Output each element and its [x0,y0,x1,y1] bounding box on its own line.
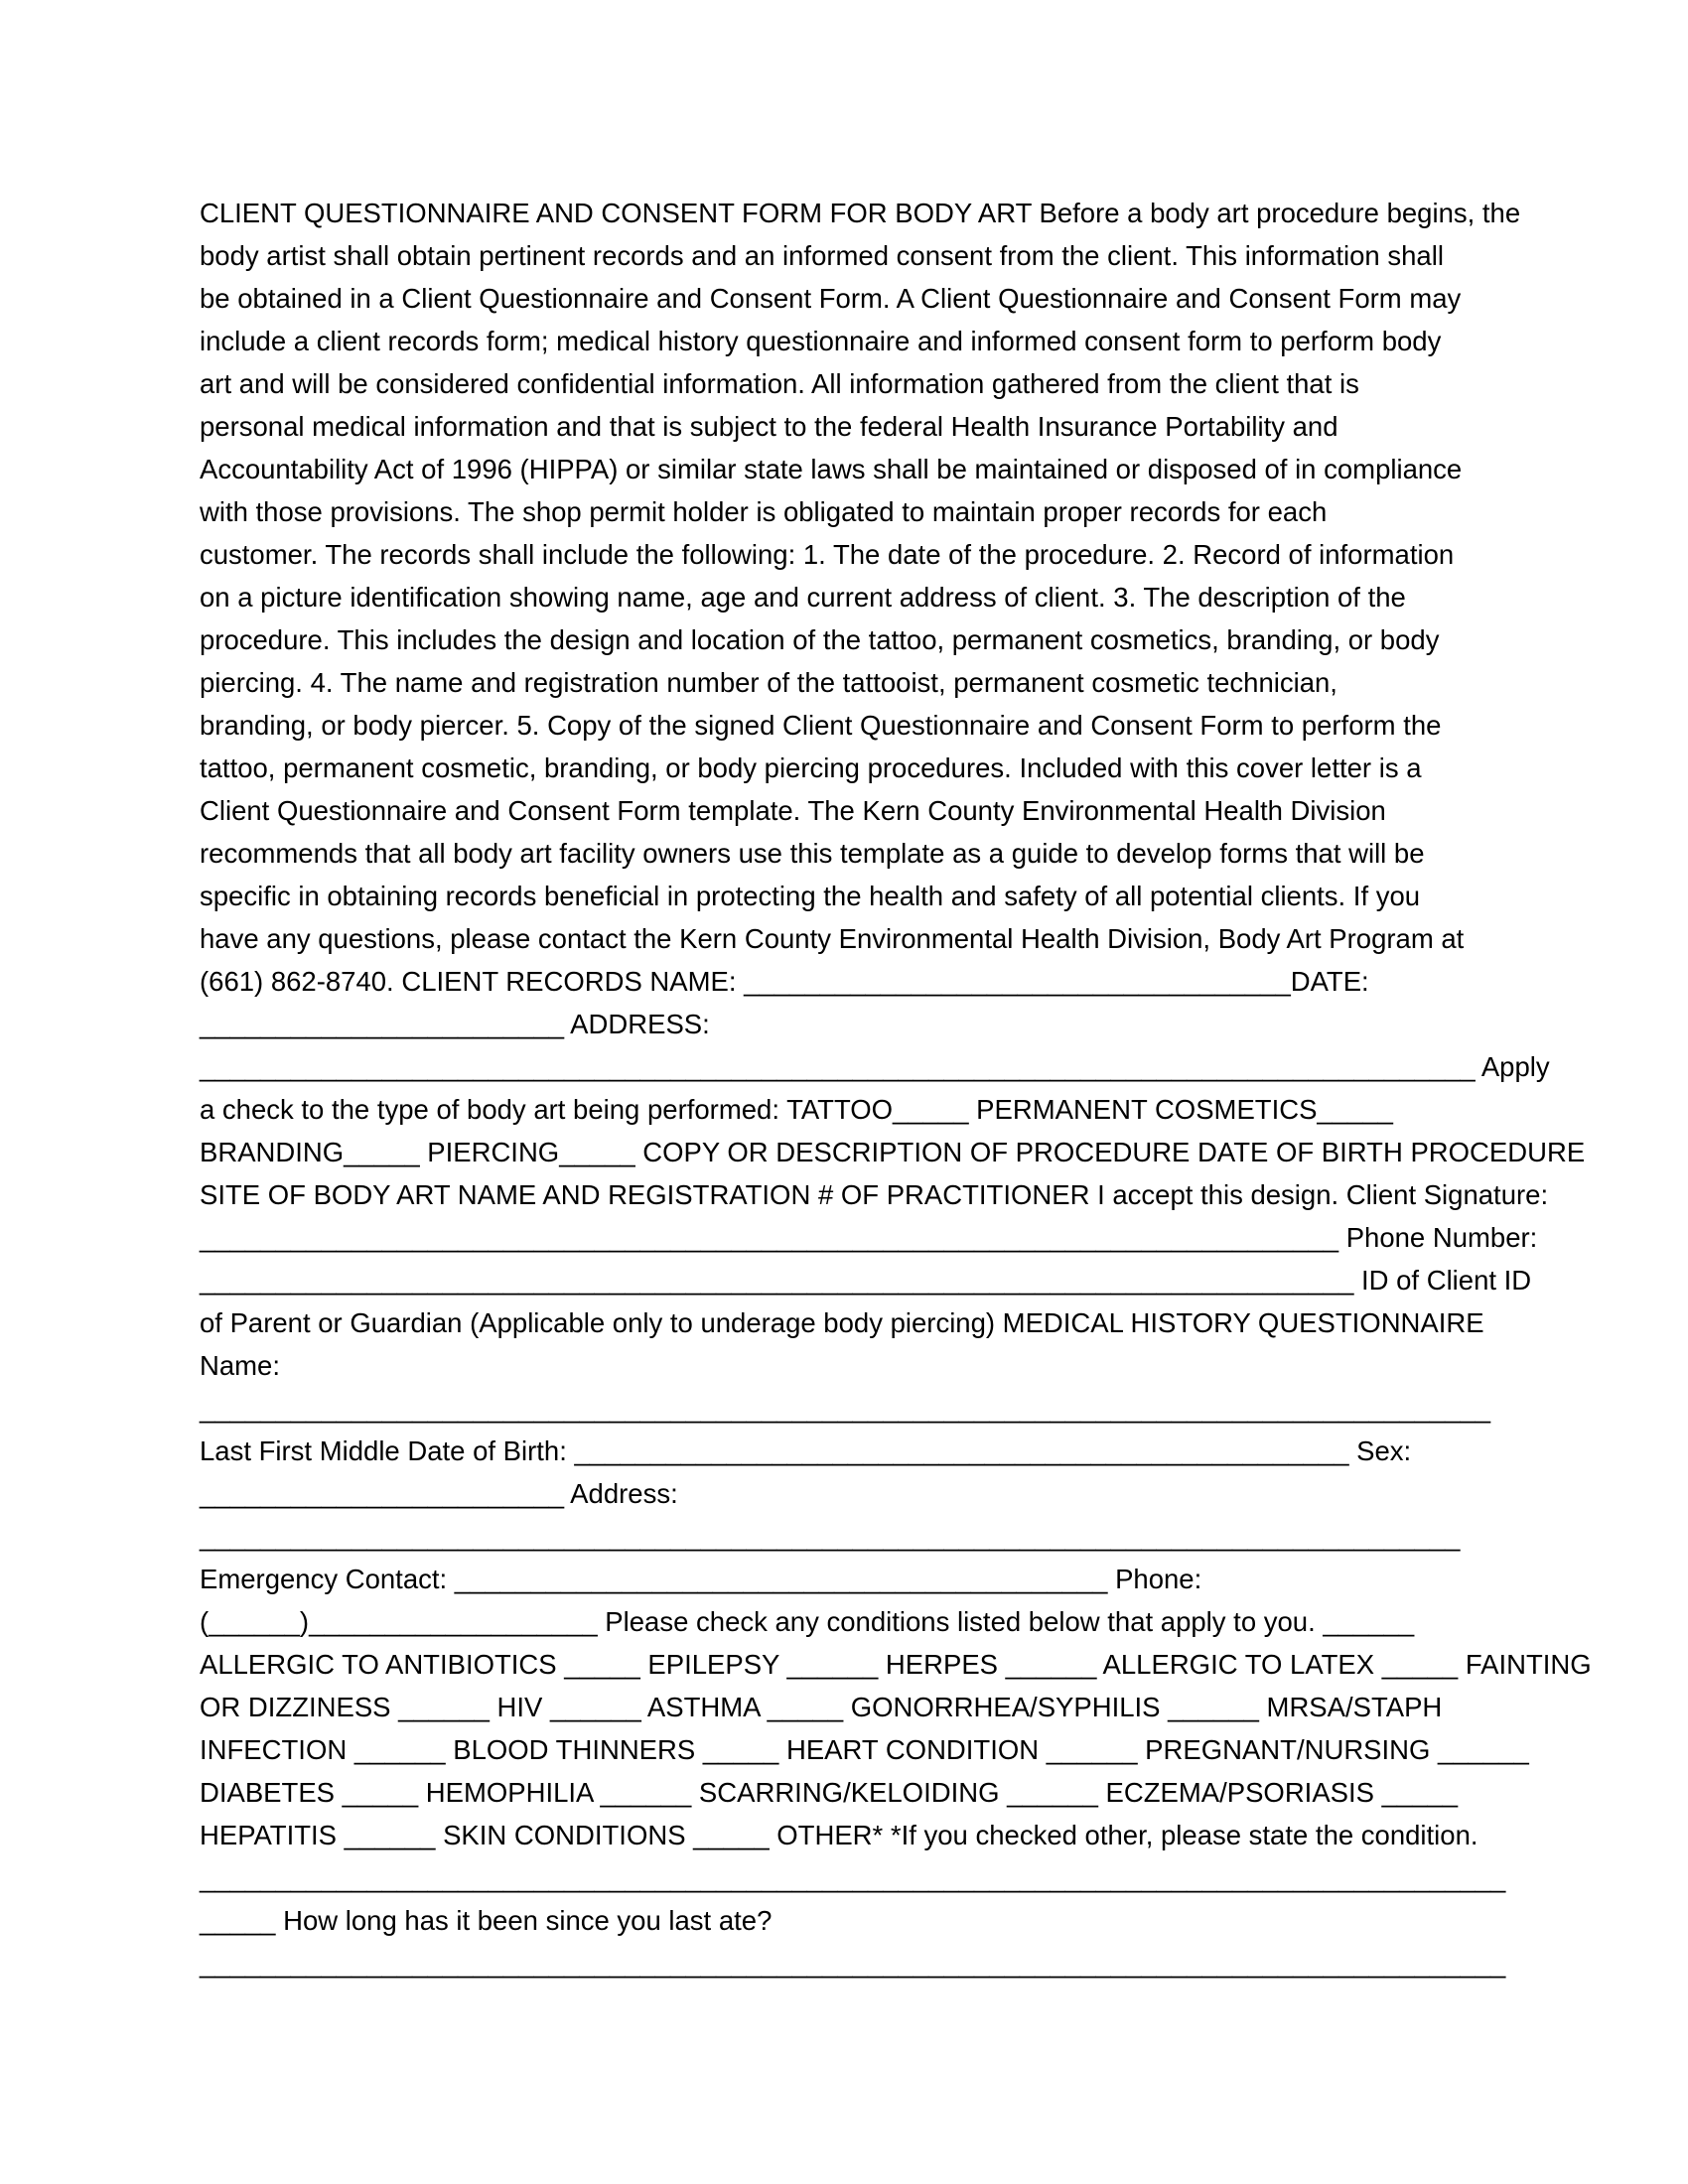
form-text-line: with those provisions. The shop permit holder is obligated to maintain proper records for each [200,496,1328,527]
form-text-line: INFECTION ______ BLOOD THINNERS _____ HEART CONDITION ______ PREGNANT/NURSING ______ [200,1734,1529,1765]
form-text-line: Emergency Contact: ___________________________________________ Phone: [200,1564,1202,1594]
form-text-line: body artist shall obtain pertinent records and an informed consent from the client. This information shall [200,240,1444,271]
form-text-line: _____________________________________________________________________________________ [200,1393,1491,1424]
form-text-line: customer. The records shall include the following: 1. The date of the procedure. 2. Record of information [200,539,1455,570]
form-text-line: art and will be considered confidential information. All information gathered from the client that is [200,368,1359,399]
form-text-line: branding, or body piercer. 5. Copy of the signed Client Questionnaire and Consent Form to perform the [200,710,1442,741]
form-text-line: ______________________________________________________________________________________ [200,1948,1506,1979]
form-text-line: Accountability Act of 1996 (HIPPA) or similar state laws shall be maintained or disposed of in compliance [200,454,1463,484]
form-text-line: piercing. 4. The name and registration number of the tattooist, permanent cosmetic technician, [200,667,1337,698]
form-text-line: be obtained in a Client Questionnaire and Consent Form. A Client Questionnaire and Consent Form may [200,283,1462,314]
form-text-line: DIABETES _____ HEMOPHILIA ______ SCARRING/KELOIDING ______ ECZEMA/PSORIASIS _____ [200,1777,1459,1808]
form-text-line: OR DIZZINESS ______ HIV ______ ASTHMA _____ GONORRHEA/SYPHILIS ______ MRSA/STAPH [200,1692,1443,1722]
form-text-line: ___________________________________________________________________________ Phone Number: [200,1222,1538,1253]
form-text-line: have any questions, please contact the Kern County Environmental Health Division, Body Art Program at [200,923,1465,954]
form-text-line: ____________________________________________________________________________________ Apply [200,1051,1550,1082]
form-text-line: (661) 862-8740. CLIENT RECORDS NAME: ____________________________________DATE: [200,966,1369,997]
form-text-line: BRANDING_____ PIERCING_____ COPY OR DESCRIPTION OF PROCEDURE DATE OF BIRTH PROCEDURE [200,1137,1586,1167]
form-body-text [200,192,1592,1984]
form-text-line: ______________________________________________________________________________________ [200,1862,1506,1893]
form-text-line: procedure. This includes the design and location of the tattoo, permanent cosmetics, branding, or body [200,624,1440,655]
form-text-line: Name: [200,1350,280,1381]
form-text-line: of Parent or Guardian (Applicable only to underage body piercing) MEDICAL HISTORY QUESTIONNAIRE [200,1307,1484,1338]
form-text-line: Client Questionnaire and Consent Form template. The Kern County Environmental Health Division [200,795,1386,826]
form-text-line: ____________________________________________________________________________ ID of Client ID [200,1265,1532,1296]
form-text-line: recommends that all body art facility owners use this template as a guide to develop forms that will be [200,838,1425,869]
form-text-line: ___________________________________________________________________________________ [200,1521,1461,1552]
form-text-line: specific in obtaining records beneficial in protecting the health and safety of all potential clients. If you [200,881,1421,911]
form-text-line: personal medical information and that is subject to the federal Health Insurance Portability and [200,411,1338,442]
form-text-line: ________________________ ADDRESS: [200,1009,710,1039]
form-text-line: a check to the type of body art being performed: TATTOO_____ PERMANENT COSMETICS_____ [200,1094,1393,1125]
form-text-line: _____ How long has it been since you last ate? [200,1905,773,1936]
form-text-line: ________________________ Address: [200,1478,678,1509]
form-text-line: include a client records form; medical history questionnaire and informed consent form to perform body [200,326,1442,356]
form-text-line: HEPATITIS ______ SKIN CONDITIONS _____ OTHER* *If you checked other, please state the condition. [200,1820,1478,1850]
form-text-line: (______)___________________ Please check any conditions listed below that apply to you. ______ [200,1606,1415,1637]
form-text-line: CLIENT QUESTIONNAIRE AND CONSENT FORM FOR BODY ART Before a body art procedure begins, the [200,198,1521,228]
form-text-line: on a picture identification showing name, age and current address of client. 3. The description of the [200,582,1406,613]
form-text-line: ALLERGIC TO ANTIBIOTICS _____ EPILEPSY ______ HERPES ______ ALLERGIC TO LATEX _____ FAINTING [200,1649,1592,1680]
form-text-line: tattoo, permanent cosmetic, branding, or body piercing procedures. Included with this cover letter is a [200,752,1422,783]
form-text-line: Last First Middle Date of Birth: ___________________________________________________ Sex: [200,1435,1412,1466]
form-text-line: SITE OF BODY ART NAME AND REGISTRATION # OF PRACTITIONER I accept this design. Client Signature: [200,1179,1549,1210]
